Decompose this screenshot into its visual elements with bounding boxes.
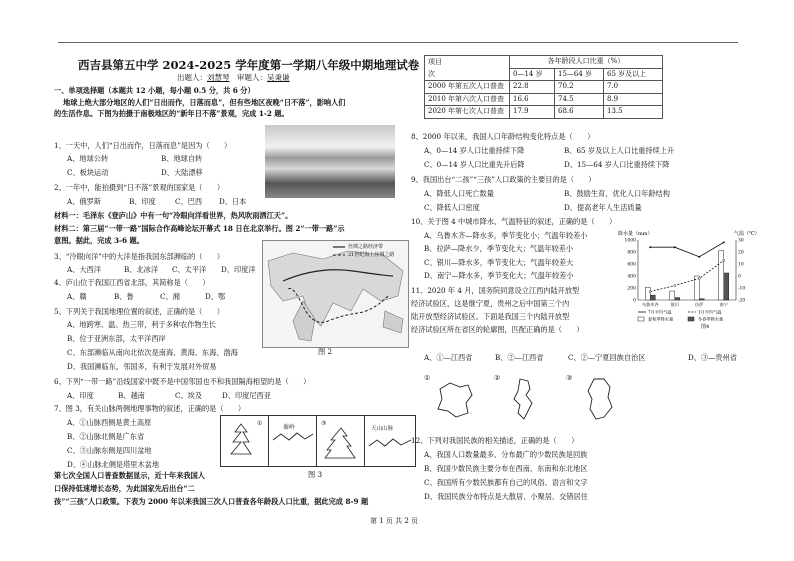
q11-line1: 11、2020 年 4 月，国务院同意设立江西内陆开放型: [411, 286, 580, 295]
q8-option-c[interactable]: C、0—14 岁人口比重先升后降: [424, 160, 525, 169]
table-row: [425, 93, 663, 106]
point-jan-temp: [698, 277, 700, 279]
q11-line2: 经济试验区，这是继宁夏，贵州之后中国第三个内: [411, 299, 570, 308]
bar-winter-spring: [650, 295, 655, 300]
chart-tick-left: 0: [633, 298, 636, 304]
q3-option-a[interactable]: A、大西洋: [67, 265, 101, 274]
row-label: 2020 年第七次人口普查: [425, 106, 510, 119]
q5-option-b[interactable]: B、位于亚洲东部，太平洋西岸: [67, 334, 166, 343]
q9-option-d[interactable]: D、提高老年人生活质量: [564, 203, 642, 212]
point-july-temp: [649, 246, 651, 248]
line-jan-temp: [650, 260, 724, 291]
chart-ylabel-left: 降水量（mm）: [618, 231, 653, 237]
top-rule: [58, 42, 738, 43]
chart-ylabel-right: 气温（℃）: [734, 231, 760, 237]
q7-stem: 7、图 3，有关山脉两侧地理事物的叙述，正确的是（ ）: [54, 404, 246, 413]
q1-option-a[interactable]: A、地球公转: [67, 154, 109, 163]
chart-title: 图4: [701, 324, 710, 330]
legend-jan: 1月平均气温: [698, 309, 722, 315]
row-label: 2000 年第五次人口普查: [425, 81, 510, 94]
outline-3-label: ③: [566, 373, 573, 382]
q6-option-d[interactable]: D、印度尼西亚: [222, 391, 271, 400]
q2-option-a[interactable]: A、俄罗斯: [67, 197, 101, 206]
point-jan-temp: [674, 285, 676, 287]
q1-stem: 1、一天中，人们“日出而作，日落而息”是因为（ ）: [54, 141, 232, 150]
q9-option-c[interactable]: C、降低人口密度: [424, 203, 480, 212]
point-july-temp: [674, 246, 676, 248]
q8-option-b[interactable]: B、65 岁及以上人口比重持续上升: [564, 146, 675, 155]
q3-option-b[interactable]: B、北冰洋: [124, 265, 159, 274]
q1-option-c[interactable]: C、板块运动: [67, 168, 109, 177]
q7-option-a[interactable]: A、①山脉西侧是黄土高原: [67, 418, 152, 427]
q1-option-d[interactable]: D、大陆漂移: [161, 168, 203, 177]
q8-option-a[interactable]: A、0—14 岁人口比重持续下降: [424, 146, 525, 155]
legend-swatch-summer: [638, 317, 644, 321]
q4-stem: 4、庐山位于我国江西省北部，其简称是（ ）: [54, 278, 210, 287]
table-header-sub: 次: [425, 68, 510, 81]
q4-option-a[interactable]: A、赣: [67, 292, 87, 301]
q6-option-a[interactable]: A、印度: [67, 391, 94, 400]
q11-line4: 经济试验区所在省区的轮廓图，匹配正确的是（ ）: [411, 325, 584, 334]
author-label: 出题人：: [177, 73, 207, 82]
cell: 70.2: [555, 81, 604, 94]
author-name: 刘慧琴: [207, 73, 230, 82]
q5-stem: 5、下列关于我国地理位置的叙述，正确的是（ ）: [54, 307, 224, 316]
q12-option-d[interactable]: D、我国民族分布特点是大散居、小聚居、交错居住: [424, 492, 588, 501]
legend-maritime-road: 21世纪海上丝绸之路: [348, 252, 395, 258]
bar-summer-autumn: [719, 251, 724, 300]
section-heading: 一、单项选择题（本题共 12 小题，每小题 0.5 分，共 6 分）: [54, 86, 255, 95]
mountain-2-label: 秦岭: [283, 424, 296, 431]
chart-tick-right: 20: [738, 250, 744, 256]
q3-stem: 3、“冷眼向洋”中的大洋是指我国东部濒临的（ ）: [54, 252, 225, 261]
population-table: [424, 55, 663, 119]
q7-option-c[interactable]: C、③山脉东侧是四川盆地: [67, 446, 152, 455]
q5-option-d[interactable]: D、我国濒临东，邻国多，有利于发展对外贸易: [67, 362, 217, 371]
q11-option-c[interactable]: C、②—宁夏回族自治区: [568, 353, 646, 362]
table-row: [425, 106, 663, 119]
q12-option-a[interactable]: A、我国人口数量最多、分布最广的少数民族是回族: [424, 450, 588, 459]
chart-tick-left: 800: [627, 250, 636, 256]
cell: 7.0: [604, 81, 663, 94]
q4-option-c[interactable]: C、湘: [160, 292, 180, 301]
bar-winter-spring: [675, 298, 680, 300]
fig3-mountain-2: [268, 415, 318, 467]
q4-option-b[interactable]: B、鲁: [114, 292, 134, 301]
cell: 74.5: [555, 93, 604, 106]
row-label: 2010 年第六次人口普查: [425, 93, 510, 106]
chart-tick-left: 200: [627, 286, 636, 292]
q12-stem: 12、下列对我国民族的相关描述，正确的是（ ）: [411, 436, 579, 445]
q1-option-b[interactable]: B、地球自转: [161, 154, 203, 163]
q9-option-a[interactable]: A、降低人口死亡数量: [424, 189, 494, 198]
mountain-4-label: 天山山脉: [371, 426, 394, 432]
climate-chart: [616, 228, 762, 330]
chart-category-label: 拉萨: [695, 302, 704, 307]
table-header-item: 项目: [425, 56, 510, 69]
fig2-caption: 图 2: [318, 347, 333, 356]
q4-option-d[interactable]: D、鄂: [205, 292, 226, 301]
material3-line3: 孩”“三孩”人口政策。下表为 2000 年以来我国三次人口普查各年龄段人口比重，据此完成 8-9 题: [54, 497, 369, 506]
chart-tick-left: 400: [627, 274, 636, 280]
material3-line1: 第七次全国人口普查数据显示，近十年来我国人: [54, 471, 205, 480]
reviewer-name: 吴秉谦: [267, 73, 290, 82]
material1-line2: 的生活作息。下图为拍摄于南极地区的“新年日不落”景观，完成 1-2 题。: [54, 109, 289, 118]
q8-stem: 8、2000 年以来，我国人口年龄结构变化特点是（ ）: [411, 132, 595, 141]
bar-summer-autumn: [670, 291, 675, 300]
q11-line3: 陆开放型经济试验区。下面是我国三个内陆开放型: [411, 312, 570, 321]
legend-summer: 夏秋季降水量: [648, 316, 674, 322]
bar-winter-spring: [699, 299, 704, 300]
q7-option-b[interactable]: B、②山脉北侧是广东省: [67, 432, 145, 441]
fig3-mountain-3: [316, 415, 366, 467]
reviewer-label: 审题人：: [237, 73, 267, 82]
belt-road-map: [262, 240, 409, 348]
bar-summer-autumn: [645, 287, 650, 300]
point-july-temp: [698, 256, 700, 258]
legend-july: 7月平均气温: [648, 309, 672, 315]
fig3-mountain-1: [220, 415, 270, 467]
point-jan-temp: [649, 291, 651, 293]
table-row: [425, 56, 663, 69]
mountain-3-label: ③: [321, 420, 327, 427]
page-footer: 第 1 页 共 2 页: [370, 517, 419, 525]
q10-option-c[interactable]: C、银川—降水多，季节变化大；气温年较差大: [424, 258, 574, 267]
q10-option-a[interactable]: A、乌鲁木齐—降水多，季节变化小；气温年较差小: [424, 231, 588, 240]
q2-option-b[interactable]: B、印度: [129, 197, 156, 206]
cell: 16.6: [510, 93, 555, 106]
legend-swatch-winter: [688, 317, 694, 321]
q6-option-b[interactable]: B、越南: [118, 391, 145, 400]
q9-option-b[interactable]: B、鼓励生育，优化人口年龄结构: [564, 189, 670, 198]
material2-line3: 意图。据此，完成 3-6 题。: [54, 236, 144, 245]
q3-option-c[interactable]: C、太平洋: [172, 265, 207, 274]
q11-option-a[interactable]: A、①—江西省: [424, 353, 473, 362]
province-outline-3: [574, 373, 626, 425]
table-header-c1: 0—14 岁: [510, 68, 555, 81]
q5-option-a[interactable]: A、地跨寒、温、热三带，利于多种农作物生长: [67, 320, 216, 329]
antarctic-sun-photo: [265, 125, 395, 198]
q5-option-c[interactable]: C、东部濒临从南向北依次是南海、黄海、东海、渤海: [67, 348, 238, 357]
q2-option-d[interactable]: D、日本: [219, 197, 247, 206]
chart-category-label: 银川: [670, 302, 679, 307]
bar-winter-spring: [724, 273, 729, 300]
table-row: [425, 81, 663, 94]
chart-tick-left: 600: [627, 262, 636, 268]
material1-line1: 地球上绝大部分地区的人们“日出而作，日落而息”，但有些地区夜晚“日不落”，影响人们: [63, 98, 346, 107]
legend-winter: 冬春季降水量: [698, 316, 724, 322]
chart-tick-right: 30: [738, 238, 744, 244]
q8-option-d[interactable]: D、15—64 岁人口比重持续下降: [564, 160, 670, 169]
outline-2-label: ②: [494, 373, 501, 382]
q6-option-c[interactable]: C、埃及: [175, 391, 203, 400]
province-outline-1: [428, 373, 480, 425]
chart-tick-right: -10: [738, 286, 746, 292]
cell: 13.5: [604, 106, 663, 119]
chart-tick-right: 10: [738, 262, 744, 268]
chart-tick-left: 1000: [624, 238, 636, 244]
table-header-group: 各年龄段人口比重（%）: [510, 56, 663, 69]
material2-line1: 材料一：毛泽东《登庐山》中有一句“冷眼向洋看世界，热风吹雨洒江天”。: [54, 211, 293, 220]
table-header-c2: 15—64 岁: [555, 68, 604, 81]
fig3-mountain-4: [364, 415, 416, 467]
q11-option-d[interactable]: D、③—贵州省: [688, 353, 737, 362]
q2-option-c[interactable]: C、巴西: [175, 197, 203, 206]
material3-line2: 口保持低速增长态势，为此国家先后出台“二: [54, 484, 195, 493]
q3-option-d[interactable]: D、印度洋: [221, 265, 256, 274]
q9-stem: 9、我国出台“二孩”“三孩”人口政策的主要目的是（ ）: [411, 175, 596, 184]
page-title: 西吉县第五中学 2024-2025 学年度第一学期八年级中期地理试卷: [78, 58, 420, 72]
chart-tick-right: 0: [738, 274, 741, 280]
q11-option-b[interactable]: B、②—江西省: [495, 353, 544, 362]
q12-option-c[interactable]: C、我国所有少数民族都有自己的风俗、语言和文字: [424, 478, 588, 487]
q12-option-b[interactable]: B、我国少数民族主要分布在西南、东南和东北地区: [424, 464, 588, 473]
authors-line: [177, 72, 290, 83]
cell: 17.9: [510, 106, 555, 119]
table-header-c3: 65 岁及以上: [604, 68, 663, 81]
mountain-1-label: ①: [257, 420, 263, 427]
outline-1-label: ①: [424, 373, 431, 382]
q6-stem: 6、下列“一带一路”沿线国家中既不是中国邻国也不和我国隔海相望的是（ ）: [54, 377, 311, 386]
chart-category-label: 乌鲁木齐: [641, 302, 659, 307]
chart-category-label: 南宁: [719, 302, 728, 307]
province-outline-2: [498, 373, 550, 425]
q7-option-d[interactable]: D、④山脉北侧是塔里木盆地: [67, 460, 160, 469]
point-jan-temp: [723, 259, 725, 261]
legend-silk-road: 丝绸之路经济带: [348, 244, 384, 250]
table-row: [425, 68, 663, 81]
cell: 68.6: [555, 106, 604, 119]
q10-option-d[interactable]: D、南宁—降水多，季节变化大；气温年较差小: [424, 271, 574, 280]
q2-stem: 2、一年中，能拍摄到“日不落”景观的国家是（ ）: [54, 183, 225, 192]
q10-option-b[interactable]: B、拉萨—降水少，季节变化大；气温年较差小: [424, 244, 574, 253]
fig3-caption: 图 3: [308, 470, 323, 479]
material2-line2: 材料二：第三届“一带一路”国际合作高峰论坛开幕式 18 日在北京举行。图 2“一带一路”示: [54, 224, 345, 233]
cell: 8.9: [604, 93, 663, 106]
q10-stem: 10、关于图 4 中城市降水、气温特征的叙述，正确的是（ ）: [411, 217, 617, 226]
cell: 22.8: [510, 81, 555, 94]
line-july-temp: [650, 242, 724, 256]
chart-tick-right: -20: [738, 298, 746, 304]
point-july-temp: [723, 241, 725, 243]
